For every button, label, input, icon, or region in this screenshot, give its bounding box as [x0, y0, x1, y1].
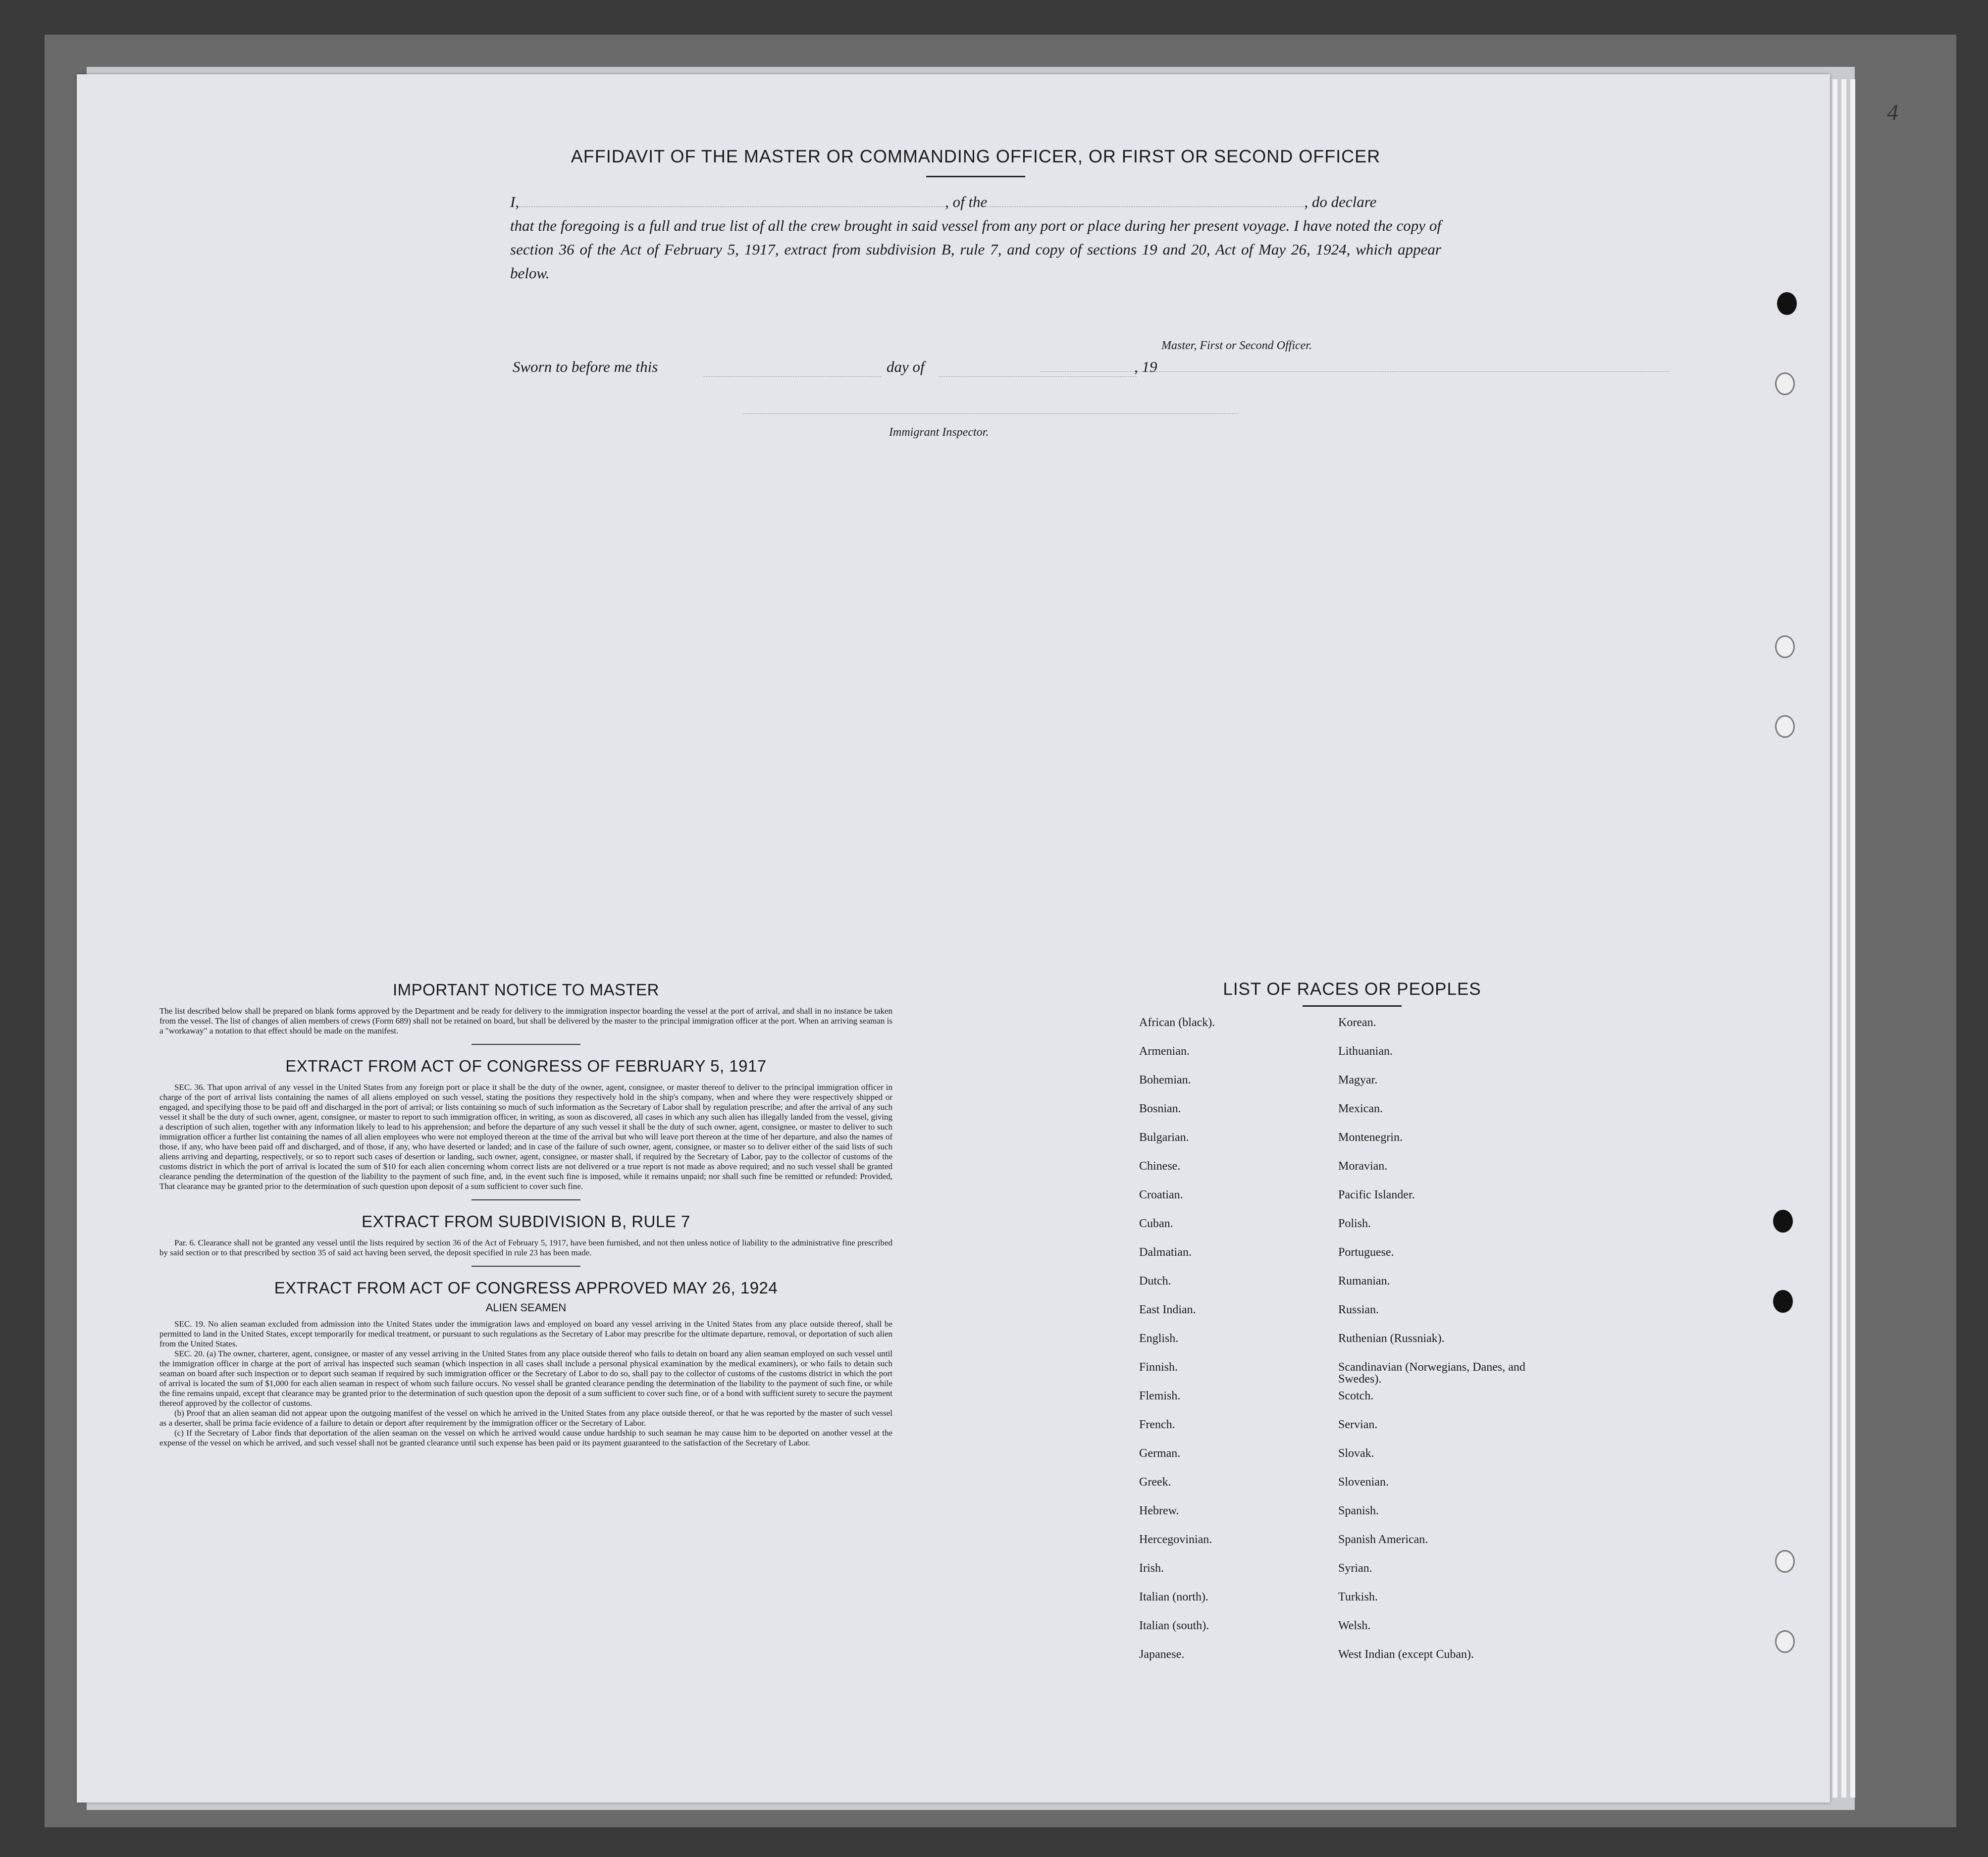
race-item: Irish.: [1139, 1562, 1164, 1575]
affidavit-opening-line: [510, 190, 1441, 214]
signature-caption: Master, First or Second Officer.: [1161, 339, 1312, 352]
extract-rule7-title: EXTRACT FROM SUBDIVISION B, RULE 7: [362, 1212, 690, 1231]
race-item: Slovenian.: [1338, 1476, 1389, 1489]
binder-hole: [1775, 372, 1795, 395]
race-item: Scotch.: [1338, 1390, 1374, 1402]
affidavit-declare: , do declare: [1304, 193, 1377, 210]
race-item: Hercegovinian.: [1139, 1533, 1212, 1546]
race-item: Welsh.: [1338, 1619, 1371, 1632]
sworn-day-field[interactable]: [703, 376, 882, 377]
document-page: [77, 74, 1830, 1803]
race-item: Spanish.: [1338, 1504, 1379, 1517]
notice-text: The list described below shall be prepared on blank forms approved by the Department and be ready for delivery to the immigration inspector boarding the vessel at the port of arrival, and shall in no instance be taken from the vessel. The list of changes of alien members of crews (Form 689) shall not be retained on board, but shall be delivered by the master to the principal immigration officer at the port. When an arriving seaman is a "workaway" a notation to that effect should be made on the manifest.: [159, 1006, 892, 1035]
sworn-year: , 19: [1134, 358, 1157, 375]
extract-1924-sec20a: SEC. 20. (a) The owner, charterer, agent, consignee, or master of any vessel arriving in the United States from any place outside thereof who fails to detain on board any alien seaman employed on such vessel until the immigration officer in charge at the port of arrival has inspected such seaman (which inspection in all cases shall include a personal physical examination by the medical examiners), or who fails to detain such seaman on board after such inspection or to deport such seaman if required by such immigration officer or the Secretary of Labor to do so, shall pay to the collector of customs of the customs district in which the port of arrival is located the sum of $1,000 for each alien seaman in respect of whom such failure occurs. No vessel shall be granted clearance pending the determination of the liability to the payment of such fine, or while the fine remains unpaid, except that clearance may be granted prior to the determination of such question upon the deposit of a sum sufficient to cover such fine, or of a bond with sufficient surety to secure the payment thereof approved by the collector of customs.: [159, 1349, 892, 1408]
affidavit-title: AFFIDAVIT OF THE MASTER OR COMMANDING OFFICER, OR FIRST OR SECOND OFFICER: [571, 146, 1381, 166]
race-item: Scandinavian (Norwegians, Danes, and Swedes).: [1338, 1361, 1525, 1386]
race-item: Italian (north).: [1139, 1591, 1208, 1603]
race-item: Italian (south).: [1139, 1619, 1209, 1632]
race-item: Pacific Islander.: [1338, 1188, 1415, 1201]
sworn-day-of: day of: [887, 358, 925, 375]
legal-extracts: [159, 980, 892, 1448]
inspector-caption: Immigrant Inspector.: [889, 426, 989, 439]
races-list: [1139, 1012, 1565, 1672]
race-item: Flemish.: [1139, 1390, 1181, 1402]
race-item: English.: [1139, 1332, 1179, 1345]
officer-name-field[interactable]: [519, 206, 945, 207]
affidavit-i: I,: [510, 193, 520, 210]
race-item: Magyar.: [1338, 1074, 1378, 1086]
margin-note: 4: [1887, 100, 1898, 125]
affidavit-of-the: , of the: [945, 193, 988, 210]
races-section: [1139, 980, 1565, 1672]
extract-1924-sec19: SEC. 19. No alien seaman excluded from admission into the United States under the immigration laws and employed on board any vessel arriving in the United States from any place outside thereof, shall be permitted to land in the United States, except temporarily for medical treatment, or pursuant to such regulations as the Secretary of Labor may prescribe for the ultimate departure, removal, or deportation of such alien from the United States.: [159, 1319, 892, 1348]
race-item: Bosnian.: [1139, 1102, 1181, 1115]
race-item: Lithuanian.: [1338, 1045, 1393, 1058]
inspector-signature-line[interactable]: [743, 413, 1238, 414]
notice-title: IMPORTANT NOTICE TO MASTER: [392, 980, 659, 999]
sworn-month-field[interactable]: [939, 376, 1137, 377]
extract-1924-sec20c: (c) If the Secretary of Labor finds that deportation of the alien seaman on the vessel on which he arrived would cause undue hardship to such seaman he may cause him to be deported on another vessel at the expense of the vessel on which he arrived, and such vessel shall not be granted clearance until such expense has been paid or its payment guaranteed to the satisfaction of the Secretary of Labor.: [159, 1428, 892, 1447]
race-item: French.: [1139, 1418, 1175, 1431]
title-rule: [926, 176, 1025, 177]
race-item: West Indian (except Cuban).: [1338, 1648, 1474, 1661]
stacked-page-edge: [1841, 79, 1846, 1798]
vessel-name-field[interactable]: [987, 206, 1304, 207]
stacked-page-edge: [1850, 79, 1855, 1798]
race-item: Montenegrin.: [1338, 1131, 1403, 1144]
race-item: Slovak.: [1338, 1447, 1374, 1460]
races-title: LIST OF RACES OR PEOPLES: [1223, 980, 1481, 999]
stacked-page-edge: [1832, 79, 1837, 1798]
affidavit-section: [510, 146, 1441, 285]
race-item: Japanese.: [1139, 1648, 1185, 1661]
binder-hole: [1773, 1290, 1793, 1313]
race-item: Bohemian.: [1139, 1074, 1191, 1086]
race-item: Rumanian.: [1338, 1275, 1390, 1288]
race-item: Bulgarian.: [1139, 1131, 1189, 1144]
sworn-prefix: Sworn to before me this: [513, 358, 658, 375]
race-item: East Indian.: [1139, 1303, 1196, 1316]
extract-1917-title: EXTRACT FROM ACT OF CONGRESS OF FEBRUARY 5, 1917: [285, 1057, 767, 1075]
race-item: Croatian.: [1139, 1188, 1183, 1201]
race-item: Hebrew.: [1139, 1504, 1179, 1517]
race-item: Portuguese.: [1338, 1246, 1394, 1259]
race-item: Dutch.: [1139, 1275, 1171, 1288]
extract-rule7-text: Par. 6. Clearance shall not be granted any vessel until the lists required by section 36 of the Act of February 5, 1917, have been furnished, and not then unless notice of liability to the administrative fine prescribed by said section or to that prescribed by section 35 of said act having been served, the deposit specified in rule 23 has been made.: [159, 1238, 892, 1257]
race-item: African (black).: [1139, 1016, 1215, 1029]
affidavit-body: that the foregoing is a full and true list of all the crew brought in said vessel from any port or place during her present voyage. I have noted the copy of section 36 of the Act of February 5, 1917, extract from subdivision B, rule 7, and copy of sections 19 and 20, Act of May 26, 1924, which appear below.: [510, 217, 1441, 282]
race-item: Cuban.: [1139, 1217, 1173, 1230]
race-item: Dalmatian.: [1139, 1246, 1192, 1259]
separator: [471, 1044, 580, 1045]
binder-hole: [1775, 1630, 1795, 1653]
race-item: Servian.: [1338, 1418, 1378, 1431]
extract-1924-sec20b: (b) Proof that an alien seaman did not appear upon the outgoing manifest of the vessel on which he arrived in the United States from any place outside thereof, or that he was reported by the master of such vessel as a deserter, shall be prima facie evidence of a failure to detain or deport after requirement by the immigration officer or the Secretary of Labor.: [159, 1408, 892, 1428]
race-item: German.: [1139, 1447, 1181, 1460]
binder-hole: [1773, 1210, 1793, 1233]
separator: [471, 1199, 580, 1200]
race-item: Moravian.: [1338, 1160, 1388, 1173]
race-item: Spanish American.: [1338, 1533, 1428, 1546]
binder-hole: [1777, 292, 1797, 315]
binder-hole: [1775, 1550, 1795, 1573]
race-item: Syrian.: [1338, 1562, 1372, 1575]
race-item: Turkish.: [1338, 1591, 1378, 1603]
extract-1917-text: SEC. 36. That upon arrival of any vessel in the United States from any foreign port or place it shall be the duty of the owner, agent, consignee, or master thereof to deliver to the principal immigration officer in charge of the port of arrival lists containing the names of all aliens employed on such vessel, stating the positions they respectively hold in the ship's company, when and where they were respectively shipped or engaged, and specifying those to be paid off and discharged in the port of arrival; or lists containing so much of such information as the Secretary of Labor shall by regulation prescribe; and after the arrival of any such vessel it shall be the duty of such owner, agent, consignee, or master to report to such immigration officer, in writing, as soon as discovered, all cases in which any such alien has illegally landed from the vessel, giving a description of such alien, together with any information likely to lead to his apprehension; and before the departure of any such vessel it shall be the duty of such owner, agent, consignee, or master to deliver to such immigration officer a further list containing the names of all alien employees who were not employed thereon at the time of the arrival but who will leave port thereon at the time of her departure, and also the names of those, if any, who have been paid off and discharged, and of those, if any, who have deserted or landed; and in case of the failure of such owner, agent, consignee, or master so to deliver either of the said lists of such aliens arriving and departing, respectively, or so to report such cases of desertion or landing, such owner, agent, consignee, or master shall, if required by the Secretary of Labor, pay to the collector of customs of the customs district in which the port of arrival is located the sum of $10 for each alien concerning whom correct lists are not delivered or a true report is not made as above required; and no such vessel shall be granted clearance pending the determination of the question of the liability to the payment of such fine, and, in the event such fine is imposed, while it remains unpaid; nor shall such fine be remitted or refunded: Provided, That clearance may be granted prior to the determination of such question upon deposit of a sum sufficient to cover such fine.: [159, 1083, 892, 1191]
race-item: Armenian.: [1139, 1045, 1190, 1058]
extract-1924-subtitle: ALIEN SEAMEN: [485, 1301, 567, 1314]
race-item: Chinese.: [1139, 1160, 1181, 1173]
extract-1924-title: EXTRACT FROM ACT OF CONGRESS APPROVED MAY 26, 1924: [274, 1279, 778, 1297]
race-item: Russian.: [1338, 1303, 1379, 1316]
separator: [471, 1266, 580, 1267]
binder-hole: [1775, 635, 1795, 658]
race-item: Mexican.: [1338, 1102, 1383, 1115]
title-rule: [1303, 1005, 1402, 1007]
binder-hole: [1775, 715, 1795, 738]
race-item: Finnish.: [1139, 1361, 1178, 1374]
race-item: Greek.: [1139, 1476, 1171, 1489]
race-item: Korean.: [1338, 1016, 1376, 1029]
race-item: Ruthenian (Russniak).: [1338, 1332, 1445, 1345]
race-item: Polish.: [1338, 1217, 1371, 1230]
